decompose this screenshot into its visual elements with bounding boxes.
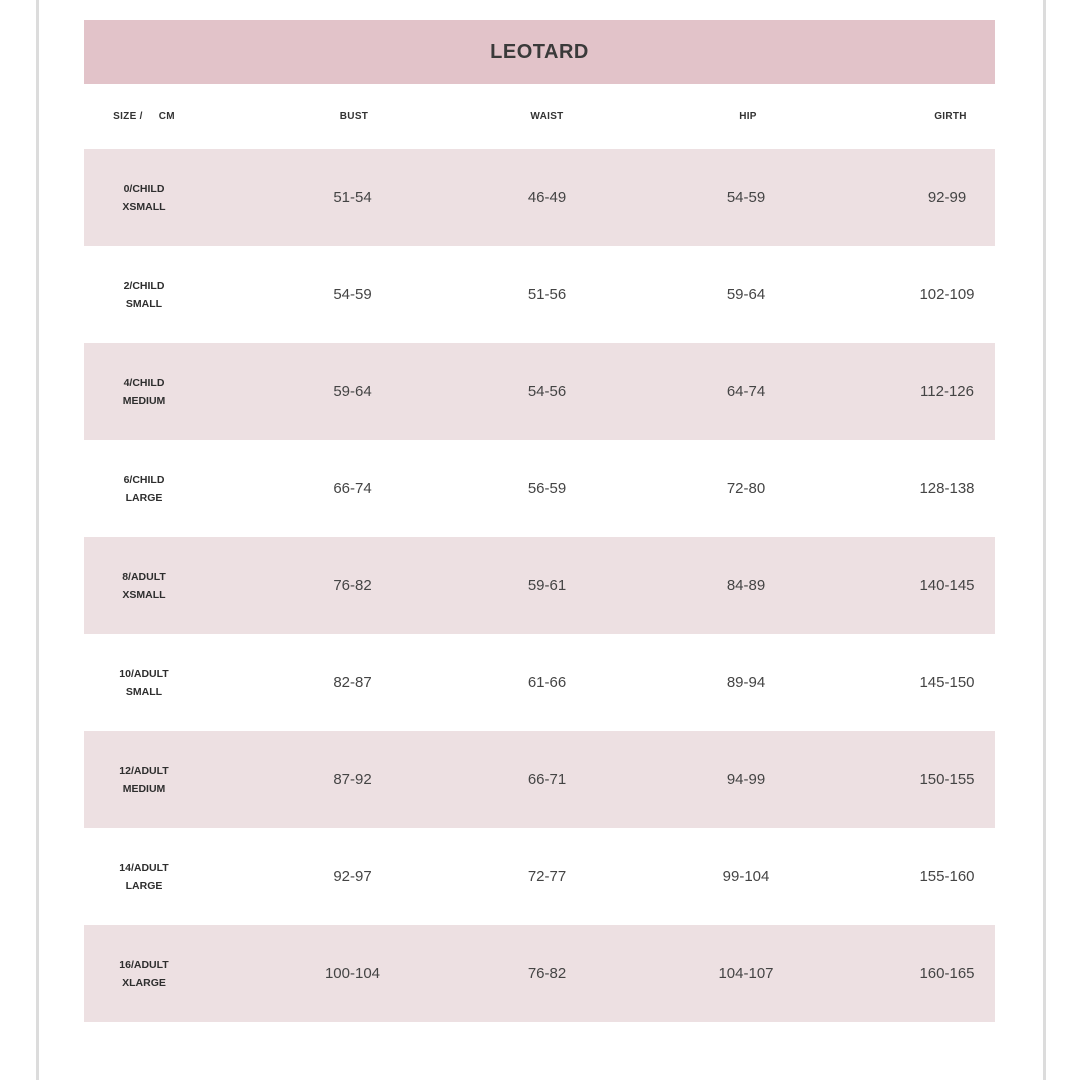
- size-name: XLARGE: [122, 976, 166, 989]
- size-code: 4/CHILD: [123, 376, 165, 389]
- waist-value: 51-56: [527, 286, 567, 303]
- size-code: 14/ADULT: [119, 861, 169, 874]
- chart-title: LEOTARD: [84, 20, 995, 84]
- header-waist: WAIST: [530, 111, 564, 122]
- waist-value: 46-49: [527, 189, 567, 206]
- bust-value: 51-54: [333, 189, 372, 206]
- waist-value: 59-61: [527, 577, 567, 594]
- bust-value: 87-92: [333, 771, 372, 788]
- girth-value: 160-165: [919, 965, 975, 982]
- waist-value: 54-56: [527, 383, 567, 400]
- table-row: [84, 537, 995, 634]
- size-code: 12/ADULT: [119, 764, 169, 777]
- girth-value: 92-99: [927, 189, 967, 206]
- size-name: MEDIUM: [122, 394, 166, 407]
- size-cell: [84, 925, 204, 1022]
- hip-value: 72-80: [726, 480, 766, 497]
- bust-value: 59-64: [333, 383, 372, 400]
- girth-value: 150-155: [919, 771, 975, 788]
- size-cell: [84, 246, 204, 343]
- size-name: MEDIUM: [122, 782, 166, 795]
- bust-value: 54-59: [333, 286, 372, 303]
- header-hip: HIP: [739, 111, 757, 122]
- header-row: [84, 84, 995, 149]
- girth-value: 140-145: [919, 577, 975, 594]
- size-name: XSMALL: [122, 200, 166, 213]
- table-row: [84, 149, 995, 246]
- header-unit-label: CM: [158, 111, 175, 122]
- waist-value: 76-82: [527, 965, 567, 982]
- header-size: [84, 84, 204, 149]
- girth-value: 128-138: [919, 480, 975, 497]
- hip-value: 99-104: [722, 868, 770, 885]
- size-name: XSMALL: [122, 588, 166, 601]
- girth-value: 102-109: [919, 286, 975, 303]
- bust-value: 76-82: [333, 577, 372, 594]
- size-cell: [84, 634, 204, 731]
- size-code: 6/CHILD: [123, 473, 165, 486]
- size-cell: [84, 537, 204, 634]
- size-cell: [84, 343, 204, 440]
- size-chart: [84, 20, 995, 1022]
- hip-value: 104-107: [718, 965, 774, 982]
- size-name: SMALL: [125, 297, 163, 310]
- waist-value: 72-77: [527, 868, 567, 885]
- table-row: [84, 634, 995, 731]
- size-name: LARGE: [125, 879, 163, 892]
- header-size-label: SIZE /: [113, 111, 143, 122]
- hip-value: 89-94: [726, 674, 766, 691]
- hip-value: 54-59: [726, 189, 766, 206]
- girth-value: 112-126: [920, 383, 974, 400]
- size-code: 10/ADULT: [119, 667, 169, 680]
- table-row: [84, 731, 995, 828]
- hip-value: 59-64: [726, 286, 766, 303]
- table-row: [84, 440, 995, 537]
- size-code: 16/ADULT: [119, 958, 169, 971]
- size-name: LARGE: [125, 491, 163, 504]
- waist-value: 61-66: [527, 674, 567, 691]
- hip-value: 94-99: [726, 771, 766, 788]
- size-cell: [84, 440, 204, 537]
- table-row: [84, 246, 995, 343]
- hip-value: 84-89: [726, 577, 766, 594]
- size-cell: [84, 731, 204, 828]
- bust-value: 100-104: [324, 965, 381, 982]
- header-girth: GIRTH: [934, 111, 967, 122]
- size-name: SMALL: [125, 685, 163, 698]
- size-cell: [84, 149, 204, 246]
- waist-value: 56-59: [527, 480, 567, 497]
- size-cell: [84, 828, 204, 925]
- table-row: [84, 343, 995, 440]
- waist-value: 66-71: [527, 771, 567, 788]
- girth-value: 145-150: [919, 674, 975, 691]
- bust-value: 92-97: [333, 868, 372, 885]
- girth-value: 155-160: [919, 868, 975, 885]
- hip-value: 64-74: [726, 383, 766, 400]
- header-bust: BUST: [339, 111, 369, 122]
- table-row: [84, 828, 995, 925]
- table-row: [84, 925, 995, 1022]
- size-code: 8/ADULT: [122, 570, 166, 583]
- size-code: 0/CHILD: [123, 182, 165, 195]
- size-code: 2/CHILD: [123, 279, 165, 292]
- bust-value: 82-87: [333, 674, 372, 691]
- bust-value: 66-74: [333, 480, 372, 497]
- size-rows: [84, 149, 995, 1022]
